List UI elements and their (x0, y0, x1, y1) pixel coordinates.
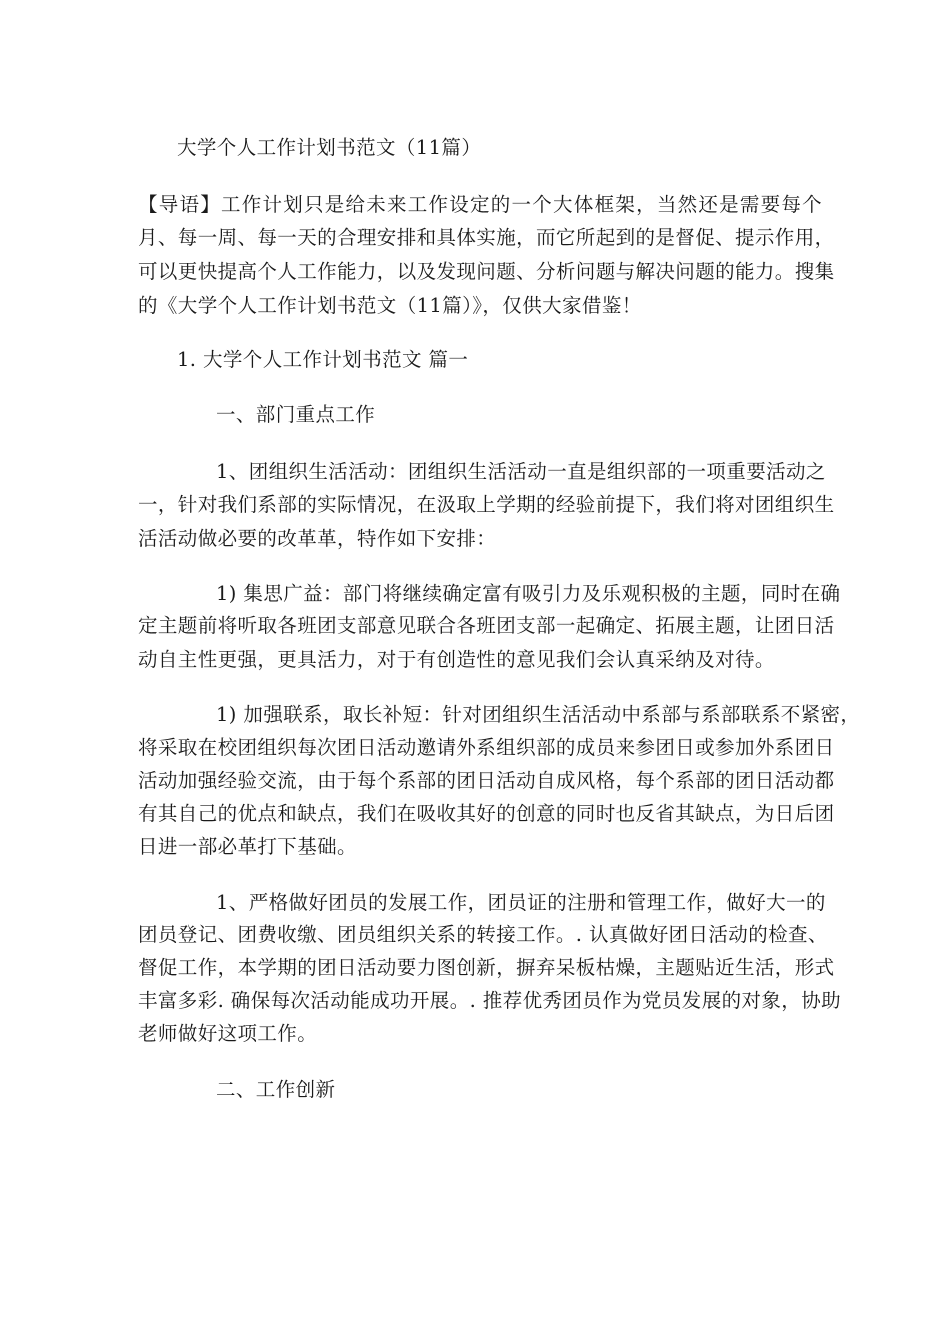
paragraph-line: 1、团组织生活活动：团组织生活活动一直是组织部的一项重要活动之 (216, 460, 826, 483)
heading-innovation: 二、工作创新 (216, 1078, 336, 1101)
paragraph-line: 动自主性更强，更具活力，对于有创造性的意见我们会认真采纳及对待。 (138, 648, 775, 671)
intro-line: 可以更快提高个人工作能力，以及发现问题、分析问题与解决问题的能力。搜集 (138, 260, 835, 283)
intro-line: 月、每一周、每一天的合理安排和具体实施，而它所起到的是督促、提示作用， (138, 226, 835, 249)
intro-line: 【导语】工作计划只是给未来工作设定的一个大体框架，当然还是需要每个 (138, 193, 822, 216)
paragraph-line: 活活动做必要的改革革，特作如下安排： (138, 527, 497, 550)
paragraph-line: 将采取在校团组织每次团日活动邀请外系组织部的成员来参团日或参加外系团日 (138, 736, 835, 759)
document-title: 大学个人工作计划书范文（11篇） (177, 136, 482, 159)
paragraph-line: 1) 加强联系，取长补短：针对团组织生活活动中系部与系部联系不紧密， (216, 703, 861, 726)
paragraph-line: 1、严格做好团员的发展工作，团员证的注册和管理工作，做好大一的 (216, 891, 826, 914)
paragraph-line: 1) 集思广益：部门将继续确定富有吸引力及乐观积极的主题，同时在确 (216, 582, 841, 605)
paragraph-line: 团员登记、团费收缴、团员组织关系的转接工作。. 认真做好团日活动的检查、 (138, 923, 828, 946)
paragraph-line: 一，针对我们系部的实际情况，在汲取上学期的经验前提下，我们将对团组织生 (138, 493, 835, 516)
paragraph-line: 活动加强经验交流，由于每个系部的团日活动自成风格，每个系部的团日活动都 (138, 769, 835, 792)
paragraph-line: 有其自己的优点和缺点，我们在吸收其好的创意的同时也反省其缺点，为日后团 (138, 802, 835, 825)
paragraph-line: 定主题前将听取各班团支部意见联合各班团支部一起确定、拓展主题，让团日活 (138, 614, 835, 637)
paragraph-line: 老师做好这项工作。 (138, 1022, 318, 1045)
paragraph-line: 督促工作，本学期的团日活动要力图创新，摒弃呆板枯燥，主题贴近生活，形式 (138, 956, 835, 979)
paragraph-line: 日进一部必革打下基础。 (138, 835, 357, 858)
section-title: 1. 大学个人工作计划书范文 篇一 (177, 348, 469, 371)
paragraph-line: 丰富多彩. 确保每次活动能成功开展。. 推荐优秀团员作为党员发展的对象，协助 (138, 989, 841, 1012)
heading-departments: 一、部门重点工作 (216, 403, 376, 426)
intro-line: 的《大学个人工作计划书范文（11篇）》，仅供大家借鉴！ (138, 294, 642, 317)
